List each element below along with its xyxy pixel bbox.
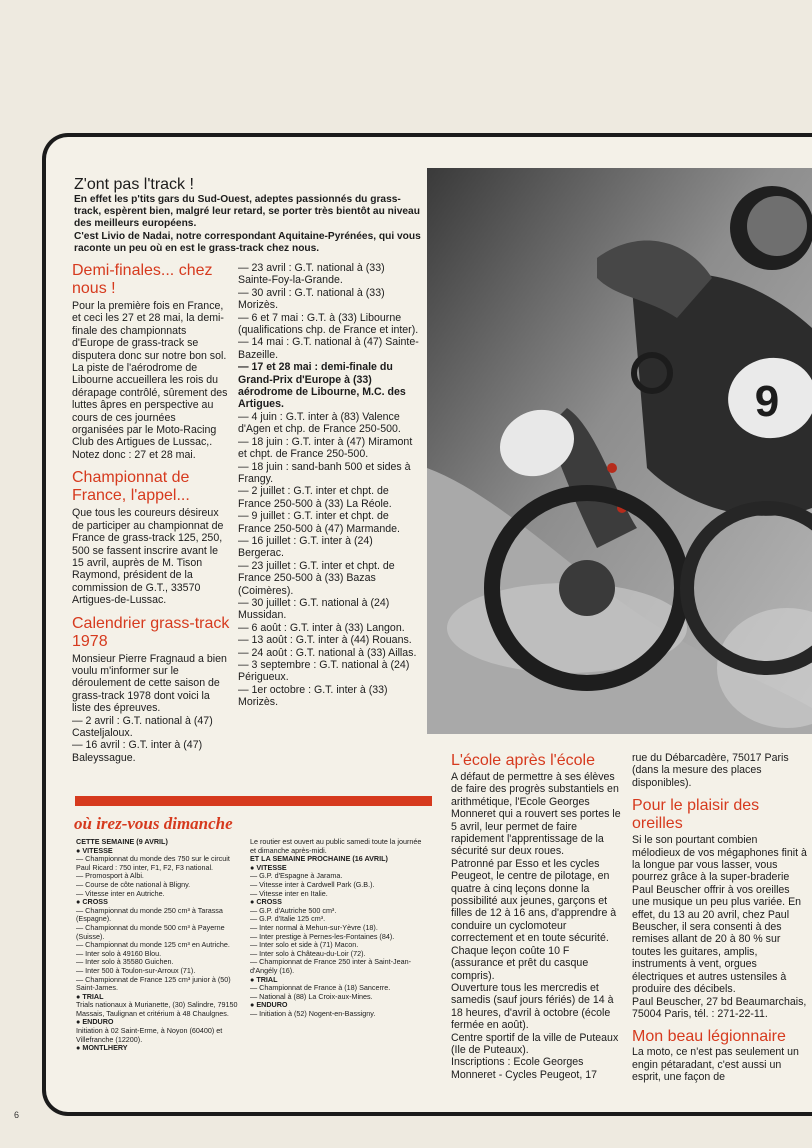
- dimanche-line: — Vitesse inter en Autriche.: [76, 888, 165, 898]
- dimanche-line: ● TRIAL: [250, 974, 278, 984]
- dimanche-col-2: [250, 838, 422, 1018]
- dimanche-line: — National à (88) La Croix-aux-Mines.: [250, 991, 373, 1001]
- dimanche-line: Trials nationaux à Murianette, (30) Salindre, 79150 Massais, Taulignan et critérium à 48 Chaulgnes.: [76, 1000, 238, 1018]
- dimanche-line: — Inter prestige à Pernes-les-Fontaines (84).: [250, 931, 395, 941]
- ecole-title: L'école après l'école: [451, 752, 595, 769]
- dimanche-line: — Inter normal à Mehun-sur-Yèvre (18).: [250, 922, 378, 932]
- column-right: [632, 752, 808, 1084]
- dimanche-line: — Championnat du monde des 750 sur le circuit Paul Ricard : 750 inter, F1, F2, F3 national.: [76, 854, 230, 872]
- calendar-entry: — 18 juin : sand-banh 500 et sides à Frangy.: [238, 460, 411, 485]
- plaisir-title: Pour le plaisir des oreilles: [632, 797, 760, 833]
- dimanche-line: — G.P. d'Italie 125 cm³.: [250, 914, 326, 924]
- plaisir-lead: rue du Débarcadère, 75017 Paris (dans la mesure des places disponibles).: [632, 752, 789, 789]
- calendar-entry: — 16 juillet : G.T. inter à (24) Bergerac.: [238, 534, 373, 560]
- dimanche-line: ET LA SEMAINE PROCHAINE (16 AVRIL): [250, 854, 388, 864]
- calendar-entry: — 30 juillet : G.T. national à (24) Mussidan.: [238, 596, 390, 622]
- calendrier-text: Monsieur Pierre Fragnaud a bien voulu m'informer sur le déroulement de cette saison de grass-track 1978 dont voici la liste des épreuves.: [72, 652, 227, 715]
- calendrier-item: — 2 avril : G.T. national à (47) Casteljaloux.: [72, 714, 213, 739]
- calendar-entry: — 14 mai : G.T. national à (47) Sainte-Bazeille.: [238, 336, 419, 361]
- dimanche-line: — Championnat du monde 250 cm³ à Tarassa (Espagne).: [76, 905, 223, 924]
- legionnaire-title: Mon beau légionnaire: [632, 1028, 786, 1046]
- championnat-title: Championnat de France, l'appel...: [72, 469, 190, 505]
- dimanche-line: ● ENDURO: [76, 1017, 114, 1027]
- dimanche-line: — Championnat de France à (18) Sancerre.: [250, 983, 391, 993]
- page-number: 6: [14, 1110, 20, 1120]
- dimanche-line: — Vitesse inter en Italie.: [250, 888, 328, 898]
- intro-block: [74, 176, 424, 255]
- calendar-entry: — 9 juillet : G.T. inter et chpt. de France 250-500 à (47) Marmande.: [238, 510, 400, 535]
- dimanche-line: CETTE SEMAINE (9 AVRIL): [76, 837, 168, 846]
- calendar-entry: — 2 juillet : G.T. inter et chpt. de France 250-500 à (33) La Réole.: [238, 485, 392, 510]
- ecole-block: [451, 752, 623, 1081]
- calendar-entry: — 6 août : G.T. inter à (33) Langon.: [238, 621, 405, 634]
- dimanche-line: ● CROSS: [76, 897, 108, 907]
- dimanche-line: ● MONTLHERY: [76, 1043, 128, 1053]
- rider-illustration: [427, 168, 812, 734]
- dimanche-line: — G.P. d'Autriche 500 cm³.: [250, 905, 337, 915]
- calendar-entry: — 24 août : G.T. national à (33) Aillas.: [238, 646, 417, 659]
- dimanche-line: Le routier est ouvert au public samedi toute la journée et dimanche après-midi.: [250, 837, 422, 855]
- dimanche-line: ● CROSS: [250, 897, 282, 907]
- dimanche-line: — Inter solo à Château-du-Loir (72).: [250, 948, 366, 958]
- dimanche-line: — Championnat du monde 500 cm³ à Payerne (Suisse).: [76, 922, 225, 941]
- intro-lead: En effet les p'tits gars du Sud-Ouest, adeptes passionnés du grass-track, espèrent bien, malgré leur retard, se porter très bientôt au niveau des meilleurs européens. C'est Livio de Nadai, notre correspondant Aquitaine-Pyrénées, qui vous raconte un peu où en est le grass-track chez nous.: [74, 194, 421, 254]
- column-calendar-continued: [238, 262, 420, 709]
- calendar-entry: — 30 avril : G.T. national à (33) Morizès.: [238, 286, 385, 312]
- dimanche-line: — Inter solo à 35580 Guichen.: [76, 957, 174, 967]
- dimanche-title: où irez-vous dimanche: [74, 814, 233, 833]
- dimanche-line: ● VITESSE: [250, 862, 287, 872]
- demi-finales-title: Demi-finales... chez nous !: [72, 262, 213, 297]
- dimanche-line: ● TRIAL: [76, 991, 104, 1001]
- grass-track-photo: [427, 168, 812, 734]
- plate-number: 9: [754, 377, 780, 426]
- legionnaire-text: La moto, ce n'est pas seulement un engin pétaradant, c'est aussi un esprit, une façon de: [632, 1046, 799, 1084]
- plaisir-text: Si le son pourtant combien mélodieux de vos mégaphones finit à la longue par vous lasser, vous pourrez grâce à la super-braderie Paul Beuscher offrir à vos oreilles une musique un peu plus variée. En effet, du 13 au 20 avril, chez Paul Beuscher, il sera consenti à des remises allant de 20 à 80 % sur toutes les guitares, amplis, instruments à vent, orgues électriques et autres ustensiles à produire des décibels. Paul Beuscher, 27 bd Beaumarchais, 75004 Paris, tél. : 271-22-11.: [632, 834, 807, 1020]
- calendar-entry: — 23 avril : G.T. national à (33) Sainte-Foy-la-Grande.: [238, 262, 385, 287]
- calendar-entry: — 17 et 28 mai : demi-finale du Grand-Prix d'Europe à (33) aérodrome de Libourne, M.C. des Artigues.: [238, 361, 406, 411]
- calendar-entry: — 18 juin : G.T. inter à (47) Miramont et chpt. de France 250-500.: [238, 435, 413, 461]
- dimanche-line: — Inter solo et side à (71) Macon.: [250, 940, 359, 950]
- dimanche-line: — Championnat de France 250 inter à Saint-Jean-d'Angély (16).: [250, 957, 412, 975]
- calendar-entry: — 4 juin : G.T. inter à (83) Valence d'Agen et chp. de France 250-500.: [238, 410, 401, 436]
- dimanche-line: — Inter 500 à Toulon-sur-Arroux (71).: [76, 965, 196, 975]
- dimanche-line: — Course de côte national à Bligny.: [76, 879, 191, 889]
- championnat-text: Que tous les coureurs désireux de participer au championnat de France de grass-track 125, 250, 500 se fassent inscrire avant le 15 avril, auprès de M. Tison Raymond, président de la commission de G.T., 33570 Artigues-de-Lussac.: [72, 507, 224, 607]
- dimanche-line: ● ENDURO: [250, 1000, 288, 1010]
- dimanche-line: — Championnat de France 125 cm³ junior à (50) Saint-James.: [76, 974, 231, 993]
- calendar-entry: — 23 juillet : G.T. inter et chpt. de France 250-500 à (33) Bazas (Coimères).: [238, 559, 395, 597]
- dimanche-line: — Vitesse inter à Cardwell Park (G.B.).: [250, 879, 375, 889]
- column-left: [72, 262, 230, 764]
- calendrier-item: — 16 avril : G.T. inter à (47) Baleyssague.: [72, 739, 203, 764]
- calendar-entry: — 3 septembre : G.T. national à (24) Périgueux.: [238, 659, 410, 684]
- calendrier-title: Calendrier grass-track 1978: [72, 614, 230, 650]
- dimanche-line: — Promosport à Albi.: [76, 871, 144, 881]
- dimanche-col-1: [76, 838, 246, 1053]
- dimanche-line: — Championnat du monde 125 cm³ en Autriche.: [76, 940, 230, 950]
- calendar-entry: — 13 août : G.T. inter à (44) Rouans.: [238, 634, 412, 647]
- dimanche-line: — Initiation à (52) Nogent-en-Bassigny.: [250, 1008, 376, 1018]
- dimanche-line: — G.P. d'Espagne à Jarama.: [250, 871, 343, 881]
- calendar-entry: — 1er octobre : G.T. inter à (33) Morizès.: [238, 683, 388, 709]
- dimanche-line: Initiation à 02 Saint-Erme, à Noyon (60400) et Villefranche (12200).: [76, 1026, 223, 1044]
- intro-title: Z'ont pas l'track !: [74, 176, 194, 193]
- ecole-text: A défaut de permettre à ses élèves de faire des progrès substantiels en arithmétique, l'Ecole Georges Monneret qui a rouvert ses portes le 5 avril, leur permet de faire rapidement l'apprentissage de la sécurité sur deux roues. Patronné par Esso et les cycles Peugeot, le centre de pilotage, en quatre à cinq leçons donne la possibilité aux jeunes, garçons et filles de 12 à 16 ans, d'apprendre à conduire un cyclomoteur correctement et en toute sécurité. Chaque leçon coûte 10 F (assurance et prêt du casque compris). Ouverture tous les mercredis et samedis (sauf jours fériés) de 14 à 18 heures, d'avril à octobre (école fermée en août). Centre sportif de la ville de Puteaux (Ile de Puteaux). Inscriptions : Ecole Georges Monneret - Cycles Peugeot, 17: [451, 771, 621, 1081]
- section-divider: [75, 796, 432, 806]
- calendar-entry: — 6 et 7 mai : G.T. à (33) Libourne (qualifications chp. de France et inter).: [238, 311, 419, 337]
- demi-finales-text: Pour la première fois en France, et ceci les 27 et 28 mai, la demi-finale des championnats d'Europe de grass-track se disputera donc sur notre bon sol. La piste de l'aérodrome de Libourne accueillera les rois du dérapage contrôlé, sûrement des luttes âpres en perspective au cours de ces journées organisées par le Moto-Racing Club des Artigues de Lussac,. Notez donc : 27 et 28 mai.: [72, 300, 228, 461]
- dimanche-line: — Inter solo à 49160 Blou.: [76, 948, 162, 958]
- dimanche-line: ● VITESSE: [76, 845, 113, 855]
